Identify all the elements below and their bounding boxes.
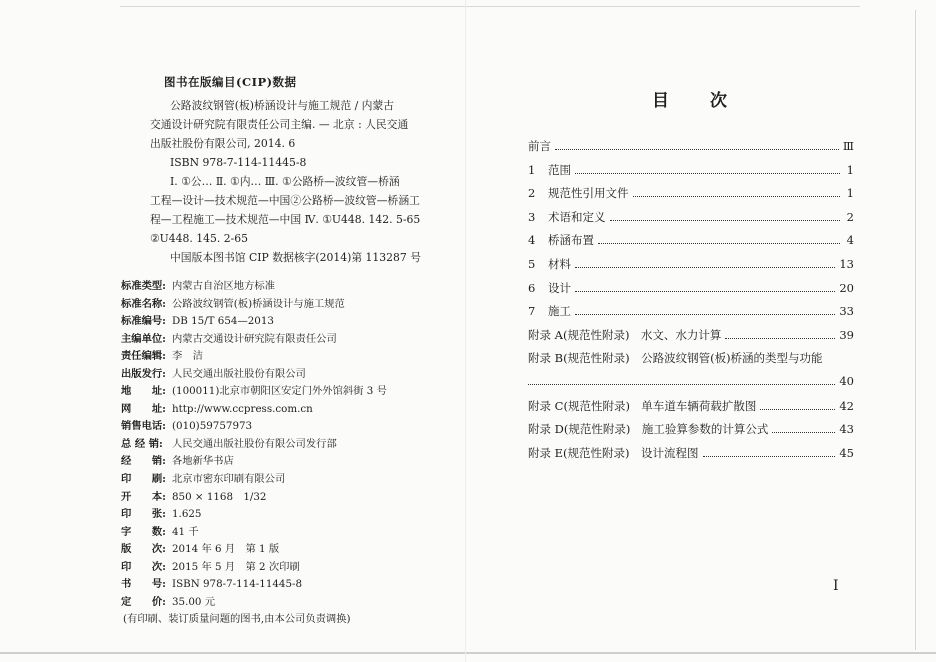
toc-entry-appendix-e[interactable] [528, 445, 854, 465]
info-row [121, 383, 441, 401]
info-label: 定 价: [121, 595, 166, 608]
info-value: 北京市密东印刷有限公司 [172, 473, 286, 486]
toc-leader [633, 187, 841, 197]
toc-label: 材料 [548, 257, 571, 271]
toc-page: 43 [839, 422, 854, 437]
info-value: 41 千 [172, 525, 199, 538]
info-row [121, 418, 441, 436]
toc-leader [610, 211, 841, 221]
toc-label: 附录 E(规范性附录) 设计流程图 [528, 445, 699, 460]
cip-line: ISBN 978-7-114-11445-8 [170, 156, 307, 169]
info-label: 标准编号: [121, 315, 166, 328]
page-edge [120, 6, 860, 7]
info-row [121, 313, 441, 331]
info-label: 责任编辑: [121, 350, 166, 363]
info-row [121, 401, 441, 419]
toc-page: 1 [846, 162, 854, 177]
info-value: 850 × 1168 1/32 [172, 490, 267, 503]
info-label: 出版发行: [121, 367, 166, 380]
toc-entry-3[interactable] [528, 209, 854, 229]
toc-leader [575, 258, 835, 268]
toc-page: 40 [839, 374, 854, 388]
info-label: 标准类型: [121, 280, 166, 292]
info-row [121, 278, 441, 296]
info-value: 人民交通出版社股份有限公司发行部 [172, 437, 337, 450]
page-edge [915, 10, 916, 650]
toc-number: 4 [528, 233, 536, 248]
info-value: 2014 年 6 月 第 1 版 [172, 543, 280, 556]
info-label: 印 张: [121, 508, 166, 521]
info-value: 35.00 元 [172, 595, 216, 608]
publication-info [121, 278, 441, 629]
info-label: 主编单位: [121, 332, 166, 345]
toc-page: 33 [839, 304, 854, 319]
info-label: 版 次: [121, 543, 166, 556]
info-value: 1.625 [172, 508, 202, 521]
info-value: 各地新华书店 [172, 455, 234, 468]
cip-number: 中国版本图书馆 CIP 数据核字(2014)第 113287 号 [170, 251, 421, 264]
toc-page: 13 [839, 257, 854, 271]
toc-entry-1[interactable] [528, 162, 854, 182]
info-value: 内蒙古交通设计研究院有限责任公司 [172, 332, 337, 345]
toc-page: 2 [846, 209, 854, 224]
toc-entry-6[interactable] [528, 280, 854, 300]
toc-entry-2[interactable] [528, 185, 854, 205]
info-label: 印 刷: [121, 473, 166, 486]
info-label: 经 销: [121, 455, 166, 468]
toc-entry-appendix-b[interactable] [528, 350, 854, 370]
info-row [121, 524, 441, 542]
cip-line: ②U448. 145. 2-65 [150, 232, 248, 245]
toc-leader [703, 447, 836, 457]
toc-leader [598, 234, 840, 244]
info-row [121, 366, 441, 384]
toc-leader [760, 400, 835, 410]
info-label: 网 址: [121, 402, 166, 415]
info-label: 销售电话: [121, 420, 166, 433]
toc-leader [555, 140, 839, 150]
info-row [121, 506, 441, 524]
toc-page: Ⅲ [842, 139, 854, 153]
cip-title: 图书在版编目(CIP)数据 [164, 75, 297, 89]
info-row [121, 471, 441, 489]
info-value: (100011)北京市朝阳区安定门外外馆斜街 3 号 [172, 385, 387, 398]
toc-leader [575, 282, 835, 292]
toc-number: 3 [528, 209, 536, 224]
info-label: 总 经 销: [121, 437, 163, 450]
info-row [121, 436, 441, 454]
info-value: 2015 年 5 月 第 2 次印刷 [172, 560, 300, 573]
toc-number: 6 [528, 280, 536, 295]
info-label: 印 次: [121, 560, 166, 573]
info-row [121, 348, 441, 366]
toc-label: 范围 [548, 162, 571, 177]
toc-leader [528, 375, 835, 385]
cip-line: 工程—设计—技术规范—中国②公路桥—波纹管—桥涵工 [150, 194, 420, 207]
toc-number: 7 [528, 304, 536, 319]
toc-label: 附录 B(规范性附录) 公路波纹钢管(板)桥涵的类型与功能 [528, 351, 823, 366]
toc-title-char: 次 [710, 91, 727, 111]
toc-page: 4 [846, 233, 854, 248]
quality-note: (有印刷、装订质量问题的图书,由本公司负责调换) [123, 613, 351, 626]
toc-number: 1 [528, 162, 536, 177]
cip-line: 公路波纹钢管(板)桥涵设计与施工规范 / 内蒙古 [170, 99, 395, 112]
info-row [121, 541, 441, 559]
info-value: 李 洁 [172, 350, 203, 363]
toc-page: 39 [839, 327, 854, 342]
toc-page: 20 [839, 280, 854, 295]
toc-label: 附录 C(规范性附录) 单车道车辆荷载扩散图 [528, 398, 757, 413]
toc-leader [772, 423, 835, 433]
toc-entry-foreword[interactable] [528, 138, 854, 158]
toc-title-char: 目 [652, 91, 669, 111]
cip-block [150, 74, 450, 267]
info-row [121, 489, 441, 507]
cip-line: 交通设计研究院有限责任公司主编. — 北京 : 人民交通 [150, 118, 409, 131]
toc-label: 设计 [548, 280, 571, 295]
cip-line: Ⅰ. ①公… Ⅱ. ①内… Ⅲ. ①公路桥—波纹管—桥涵 [170, 175, 400, 188]
toc-label: 规范性引用文件 [548, 186, 629, 201]
toc-entry-appendix-b-cont[interactable] [528, 374, 854, 394]
toc-page: 42 [839, 398, 854, 413]
info-row [121, 296, 441, 314]
toc-number: 5 [528, 257, 536, 271]
info-label: 开 本: [121, 490, 166, 503]
info-row [121, 576, 441, 594]
info-value: 人民交通出版社股份有限公司 [172, 367, 306, 380]
info-label: 地 址: [121, 385, 166, 398]
page-edge [0, 652, 936, 654]
toc-page: 45 [839, 445, 854, 460]
info-row [121, 331, 441, 349]
info-value: DB 15/T 654—2013 [172, 315, 274, 328]
info-value: (010)59757973 [172, 420, 253, 433]
toc-label: 施工 [548, 304, 571, 319]
toc-leader [575, 164, 840, 174]
toc-leader [575, 305, 835, 315]
info-row [121, 453, 441, 471]
toc-entry-4[interactable] [528, 232, 854, 252]
cip-line: 出版社股份有限公司, 2014. 6 [150, 137, 296, 150]
info-value: ISBN 978-7-114-11445-8 [172, 578, 303, 591]
toc-entry-5[interactable] [528, 256, 854, 276]
toc-leader [725, 329, 835, 339]
website-link: http://www.ccpress.com.cn [172, 402, 313, 415]
toc-label: 附录 D(规范性附录) 施工验算参数的计算公式 [528, 422, 769, 437]
toc-entry-appendix-c[interactable] [528, 398, 854, 418]
info-row [121, 594, 441, 612]
info-label: 标准名称: [121, 297, 166, 310]
page-fold [465, 0, 466, 662]
page-number: Ⅰ [833, 578, 839, 594]
cip-line: 程—工程施工—技术规范—中国 Ⅳ. ①U448. 142. 5-65 [150, 213, 421, 226]
toc-entry-appendix-a[interactable] [528, 327, 854, 347]
toc-label: 术语和定义 [548, 209, 606, 224]
info-value: 公路波纹钢管(板)桥涵设计与施工规范 [172, 297, 345, 310]
toc-page: 1 [846, 186, 854, 201]
info-label: 字 数: [121, 525, 166, 538]
toc-entry-7[interactable] [528, 303, 854, 323]
toc-label: 桥涵布置 [548, 233, 594, 248]
toc-label: 前言 [528, 139, 551, 153]
toc-label: 附录 A(规范性附录) 水文、水力计算 [528, 327, 722, 342]
toc-number: 2 [528, 186, 536, 201]
toc-entry-appendix-d[interactable] [528, 421, 854, 441]
cip-lines [150, 96, 450, 267]
info-label: 书 号: [121, 578, 166, 591]
info-row [121, 559, 441, 577]
info-value: 内蒙古自治区地方标准 [172, 280, 275, 292]
